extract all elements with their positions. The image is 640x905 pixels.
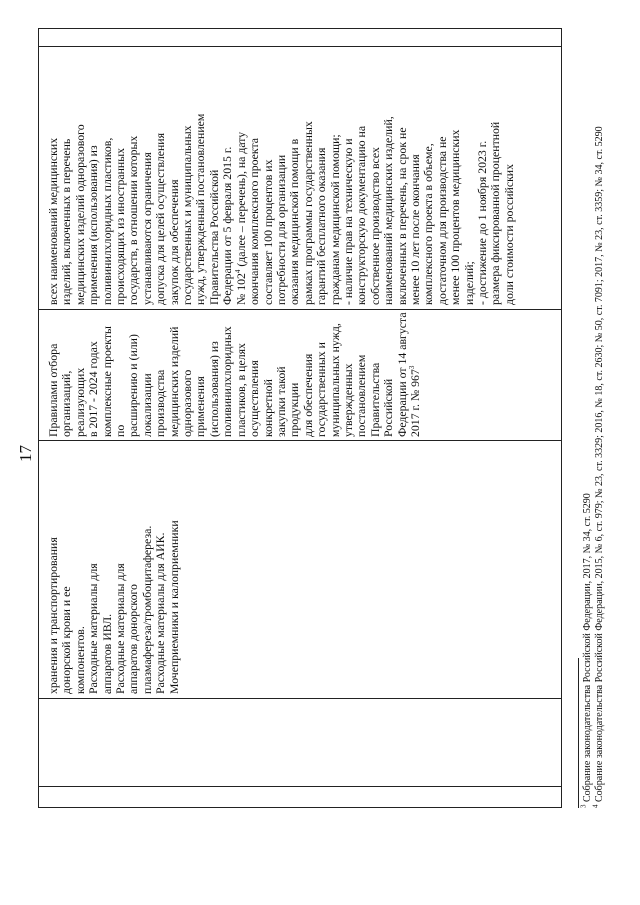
footnote-ref-3: 3 xyxy=(408,365,417,370)
table-cell-products: хранения и транспортирования донорской крови и ее компонентов. Расходные материалы для аппаратов ИВЛ. Расходные материалы для аппаратов донорского плазмафереза/тромбоцитафереза. Расходные материалы для АИК. Мочеприемники и калоприемники xyxy=(46,520,181,694)
footnote-3-text: Собрание законодательства Российской Федерации, 2017, № 34, ст. 5290 xyxy=(582,493,593,802)
conditions-text-1: всех наименований медицинских изделий, включенных в перечень медицинских изделий одноразового применения (использования) из поливинилхлоридных пластиков, происходящих из иностранных государств, в отношении которых устанавливаются ограничения допуска для целей осуществления закупок для обеспечения государственных и муниципальных нужд, утвержденный постановлением Правительства Российской Федерации от 5 февраля 2015 г. № 102 xyxy=(46,113,248,305)
column-divider xyxy=(39,309,561,310)
conditions-text-2: (далее – перечень), на дату окончания комплексного проекта составляет 100 процентов их потребности для организации оказания медицинской помощи в рамках программы государственных гарантий бесплатного оказания гражданам медицинской помощи; - наличие прав на техническую и конструкторскую документацию на собственное производство всех наименований медицинских изделий, включенных в перечень, на срок не менее 10 лет после окончания комплексного проекта в объеме, достаточном для производства не менее 100 процентов медицинских изделий; - достижение до 1 ноября 2023 г. размера фиксированной процентной доли стоимости российских xyxy=(233,116,516,305)
footnote-4-text: Собрание законодательства Российской Федерации, 2015, № 6, ст. 979; № 23, ст. 3329; 2016, № 18, ст. 2630; № 50, ст. 7091; 2017, № 23, ст. 3359; № 34, ст. 5290 xyxy=(594,126,605,802)
page-number: 17 xyxy=(16,445,35,462)
rules-text: Правилами отбора организаций, реализующих в 2017 - 2024 годах комплексные проекты по расширению и (или) локализации производства медицинских изделий одноразового применения (использования) из поливинилхлоридных пластиков, в целях осуществления конкретной закупки такой продукции для обеспечения государственных и муниципальных нужд, утвержденных постановлением Правительства Российской Федерации от 14 августа 2017 г. № 967 xyxy=(46,312,422,437)
table xyxy=(38,28,562,808)
column-divider xyxy=(39,440,561,441)
column-divider xyxy=(39,786,561,787)
footnote-4-mark: 4 xyxy=(591,804,600,808)
footnote-4 xyxy=(591,126,605,808)
column-divider xyxy=(39,698,561,699)
table-cell-conditions xyxy=(47,48,516,305)
footnote-3 xyxy=(579,493,593,808)
footnote-ref-4: 4 xyxy=(233,269,242,274)
footnote-separator xyxy=(578,658,579,808)
footnote-3-mark: 3 xyxy=(579,804,588,808)
table-cell-rules xyxy=(47,312,422,437)
column-divider xyxy=(39,46,561,47)
